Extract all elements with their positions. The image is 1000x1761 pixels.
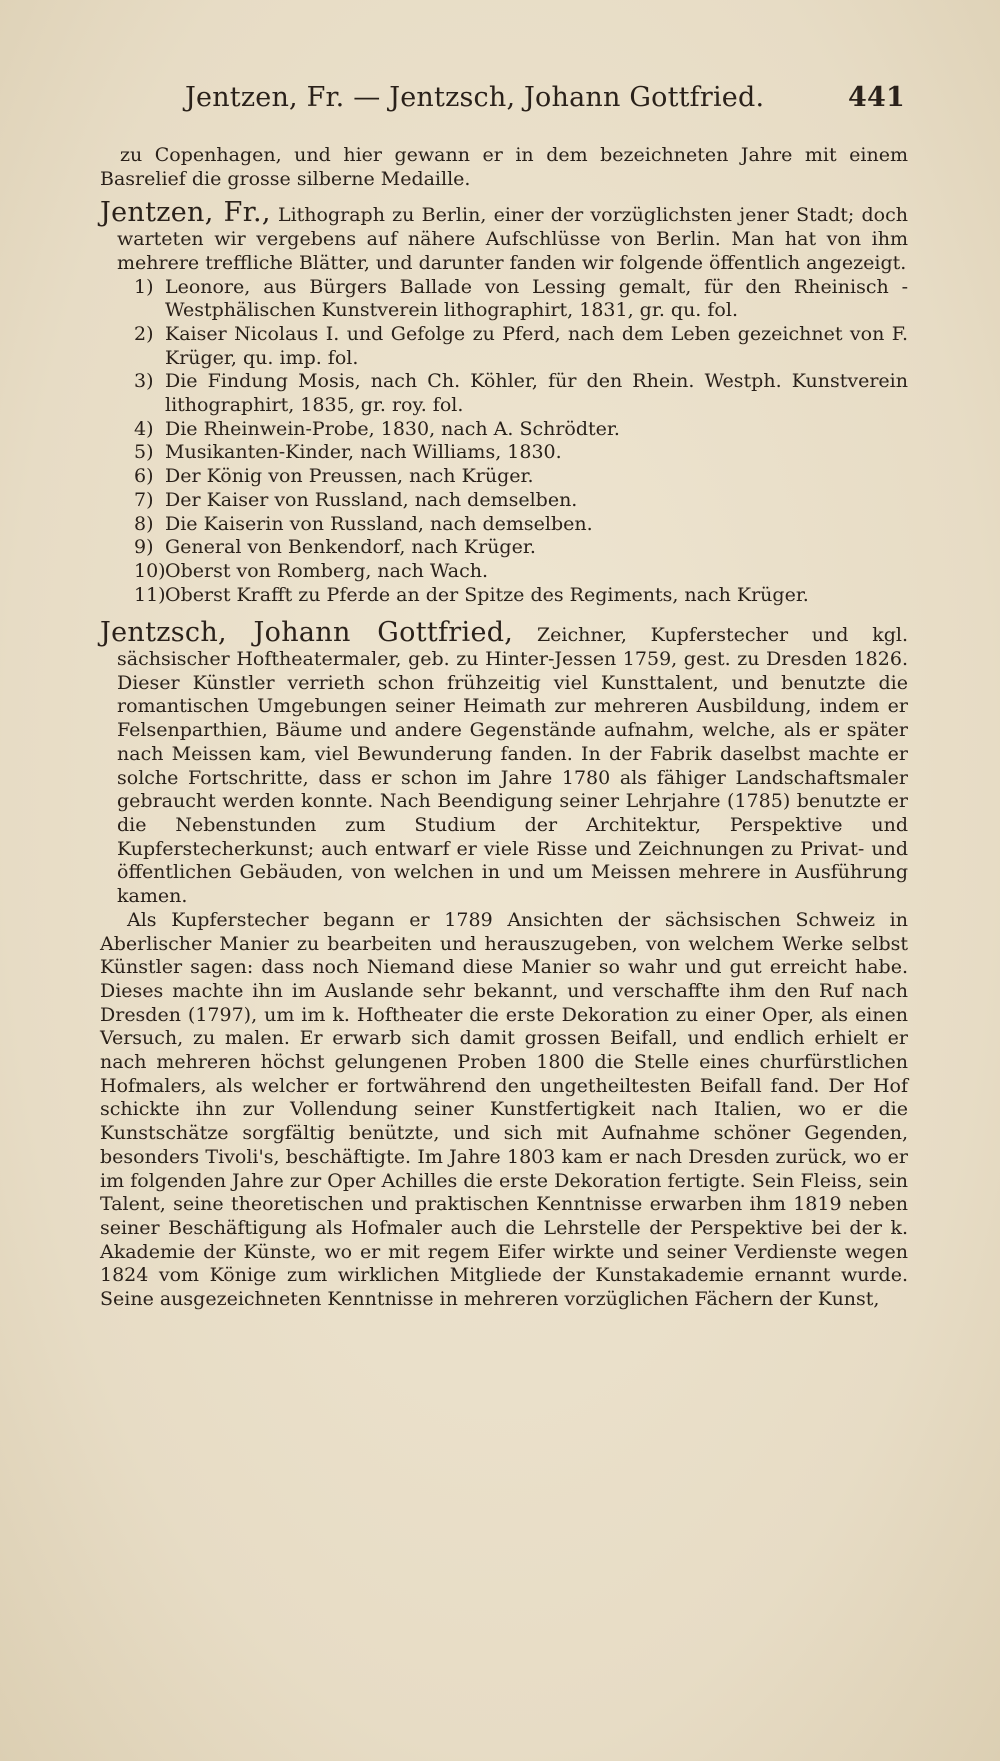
work-number: 4) [134,417,154,440]
work-number: 3) [134,370,154,393]
work-item [134,417,908,442]
entry-jentzsch [100,617,909,908]
running-header [185,82,905,122]
work-item [134,512,908,537]
work-text: Die Findung Mosis, nach Ch. Köhler, für den Rhein. Westph. Kunstverein lithographirt, 1835, gr. roy. fol. [165,370,908,417]
entry-headword: Jentzen, Fr., [100,197,271,229]
work-text: Die Rheinwein-Probe, 1830, nach A. Schrödter. [165,417,620,440]
work-number: 11) [134,583,166,606]
work-item [134,322,908,370]
work-number: 5) [134,441,154,464]
page-number: 441 [848,82,905,113]
work-text: Leonore, aus Bürgers Ballade von Lessing gemalt, für den Rheinisch - Westphälischen Kunstverein lithographirt, 1831, gr. qu. fol. [165,275,908,322]
work-text: General von Benkendorf, nach Krüger. [165,536,536,559]
work-text: Der Kaiser von Russland, nach demselben. [165,488,578,511]
work-item [134,583,908,608]
work-item [134,559,908,584]
work-text: Kaiser Nicolaus I. und Gefolge zu Pferd, nach dem Leben gezeichnet von F. Krüger, qu. imp. fol. [165,322,908,369]
work-item [134,488,908,513]
work-text: Die Kaiserin von Russland, nach demselben. [165,512,593,535]
entry-paragraph: Als Kupferstecher begann er 1789 Ansichten der sächsischen Schweiz in Aberlischer Manier zu bearbeiten und herauszugeben, von welchem Werke selbst Künstler sagen: dass noch Niemand diese Manier so wahr und gut erreicht habe. Dieses machte ihn im Auslande sehr bekannt, und verschaffte ihm den Ruf nach Dresden (1797), um im k. Hoftheater die erste Dekoration zu einer Oper, als einen Versuch, zu malen. Er erwarb sich damit grossen Beifall, und endlich erhielt er nach mehreren höchst gelungenen Proben 1800 die Stelle eines churfürstlichen Hofmalers, als welcher er fortwährend den ungetheiltesten Beifall fand. Der Hof schickte ihn zur Vollendung seiner Kunstfertigkeit nach Italien, wo er die Kunstschätze sorgfältig benützte, und sich mit Aufnahme schöner Gegenden, besonders Tivoli's, beschäftigte. Im Jahre 1803 kam er nach Dresden zurück, wo er im folgenden Jahre zur Oper Achilles die erste Dekoration fertigte. Sein Fleiss, sein Talent, seine theoretischen und praktischen Kenntnisse erwarben ihm 1819 neben seiner Beschäftigung als Hofmaler auch die Lehrstelle der Perspektive bei der k. Akademie der Künste, wo er mit regem Eifer wirkte und seiner Verdienste wegen 1824 vom Könige zum wirklichen Mitgliede der Kunstakademie ernannt wurde. Seine ausgezeichneten Kenntnisse in mehreren vorzüglichen Fächern der Kunst, [100,908,908,1311]
work-text: Oberst Krafft zu Pferde an der Spitze des Regiments, nach Krüger. [165,583,809,606]
work-item [134,275,908,323]
work-number: 1) [134,275,154,298]
work-item [134,370,908,417]
work-item [134,441,908,465]
work-number: 2) [134,322,154,345]
entry-headword: Jentzsch, Johann Gottfried, [100,617,514,649]
works-list [100,276,908,608]
work-item [134,536,908,560]
work-item [134,465,908,489]
work-number: 7) [134,488,154,511]
work-text: Musikanten-Kinder, nach Williams, 1830. [165,441,562,464]
running-title: Jentzen, Fr. — Jentzsch, Johann Gottfried. [185,82,765,113]
work-text: Der König von Preussen, nach Krüger. [165,465,534,488]
work-text: Oberst von Romberg, nach Wach. [165,559,489,582]
page-body [100,144,908,1312]
entry-text: Zeichner, Kupferstecher und kgl. sächsischer Hoftheatermaler, geb. zu Hinter-Jessen 1759, gest. zu Dresden 1826. Dieser Künstler verrieth schon frühzeitig viel Kunsttalent, und benutzte die romantischen Umgebungen seiner Heimath zur mehreren Ausbildung, indem er Felsenparthien, Bäume und andere Gegenstände aufnahm, welche, als er später nach Meissen kam, viel Bewunderung fanden. In der Fabrik daselbst machte er solche Fortschritte, dass er schon im Jahre 1780 als fähiger Landschaftsmaler gebraucht werden konnte. Nach Beendigung seiner Lehrjahre (1785) benutzte er die Nebenstunden zum Studium der Architektur, Perspektive und Kupferstecherkunst; auch entwarf er viele Risse und Zeichnungen zu Privat- und öffentlichen Gebäuden, von welchen in und um Meissen mehrere in Ausführung kamen. [117,624,909,908]
work-number: 9) [134,536,154,559]
work-number: 8) [134,512,154,535]
entry-text: Lithograph zu Berlin, einer der vorzüglichsten jener Stadt; doch warteten wir vergebens auf nähere Aufschlüsse von Berlin. Man hat von ihm mehrere treffliche Blätter, und darunter fanden wir folgende öffentlich angezeigt. [117,204,908,274]
continuation-paragraph: zu Copenhagen, und hier gewann er in dem bezeichneten Jahre mit einem Basrelief die grosse silberne Medaille. [100,144,908,190]
entry-jentzen [100,197,908,275]
work-number: 6) [134,465,154,488]
work-number: 10) [134,559,166,582]
